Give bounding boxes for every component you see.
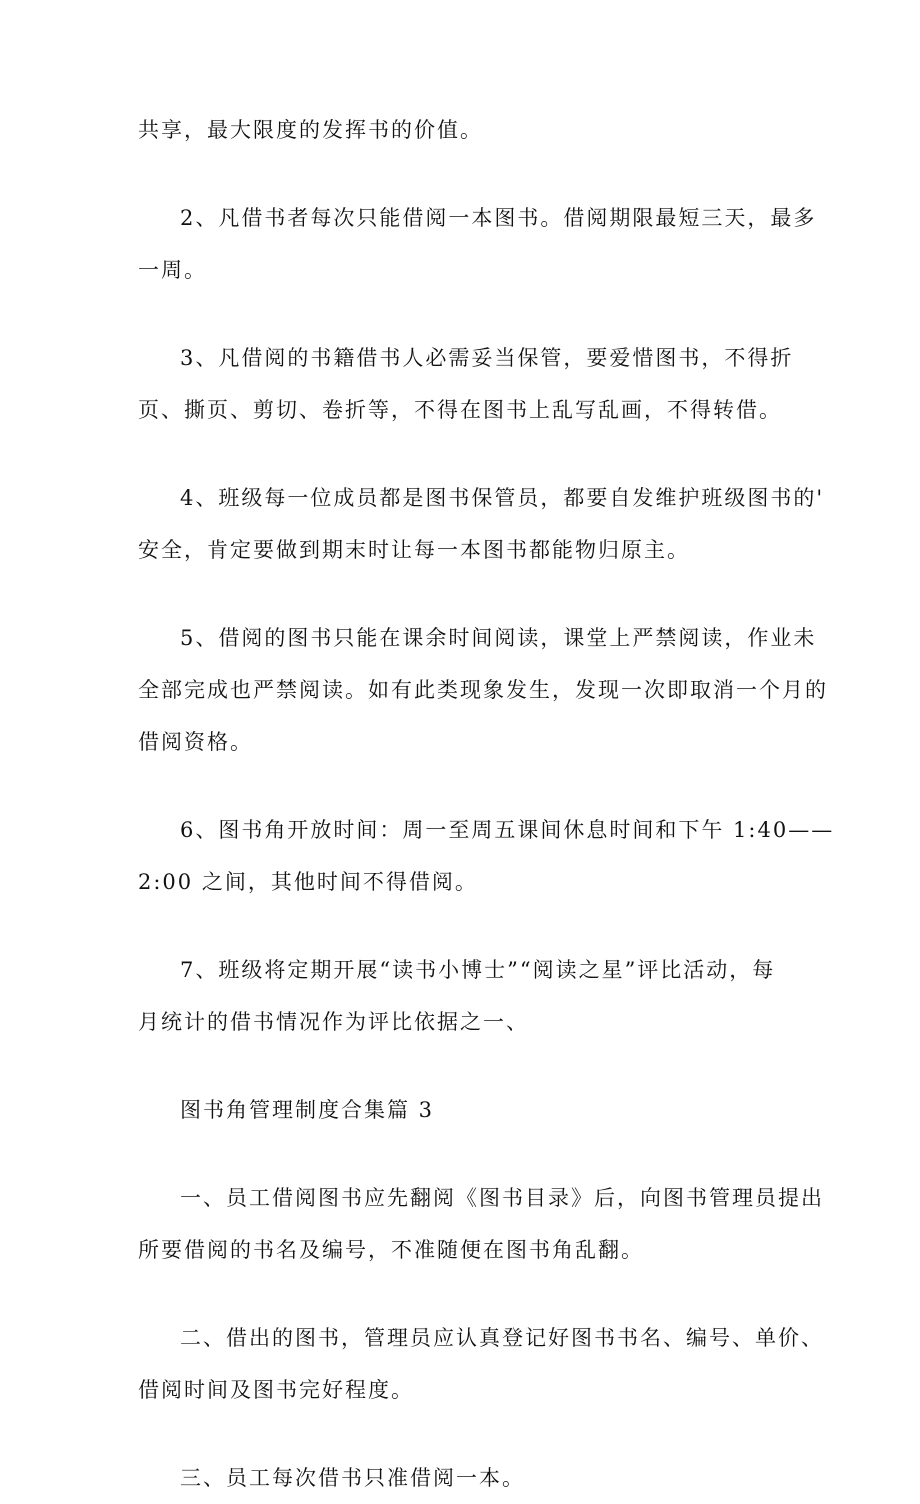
- paragraph-line: 5、借阅的图书只能在课余时间阅读，课堂上严禁阅读，作业未: [180, 626, 817, 650]
- paragraph-line: 借阅时间及图书完好程度。: [138, 1378, 414, 1402]
- paragraph-line: 三、员工每次借书只准借阅一本。: [180, 1466, 525, 1490]
- paragraph-line: 借阅资格。: [138, 730, 253, 754]
- paragraph-10: [138, 1312, 824, 1416]
- paragraph-6: [138, 804, 835, 908]
- paragraph-line: 所要借阅的书名及编号，不准随便在图书角乱翻。: [138, 1238, 644, 1262]
- paragraph-line: 4、班级每一位成员都是图书保管员，都要自发维护班级图书的': [180, 486, 825, 510]
- paragraph-9: [138, 1172, 824, 1276]
- paragraph-line: 3、凡借阅的书籍借书人必需妥当保管，要爱惜图书，不得折: [180, 346, 794, 370]
- paragraph-line: 安全，肯定要做到期末时让每一本图书都能物归原主。: [138, 538, 690, 562]
- section-heading: [138, 1084, 790, 1136]
- paragraph-5: [138, 612, 828, 768]
- paragraph-line: 2:00 之间，其他时间不得借阅。: [138, 870, 478, 894]
- paragraph-line: 7、班级将定期开展“读书小博士”“阅读之星”评比活动，每: [180, 958, 776, 982]
- paragraph-11: [138, 1452, 790, 1504]
- paragraph-line: 共享，最大限度的发挥书的价值。: [138, 118, 483, 142]
- paragraph-line: 2、凡借书者每次只能借阅一本图书。借阅期限最短三天，最多: [180, 206, 817, 230]
- paragraph-line: 二、借出的图书，管理员应认真登记好图书书名、编号、单价、: [180, 1326, 824, 1350]
- paragraph-line: 一、员工借阅图书应先翻阅《图书目录》后，向图书管理员提出: [180, 1186, 824, 1210]
- paragraph-4: [138, 472, 825, 576]
- paragraph-2: [138, 192, 817, 296]
- paragraph-line: 页、撕页、剪切、卷折等，不得在图书上乱写乱画，不得转借。: [138, 398, 782, 422]
- paragraph-line: 6、图书角开放时间：周一至周五课间休息时间和下午 1:40——: [180, 818, 835, 842]
- paragraph-line: 一周。: [138, 258, 207, 282]
- paragraph-3: [138, 332, 794, 436]
- paragraph-line: 全部完成也严禁阅读。如有此类现象发生，发现一次即取消一个月的: [138, 678, 828, 702]
- section-heading-text: 图书角管理制度合集篇 3: [180, 1098, 435, 1122]
- paragraph-1: [138, 104, 790, 156]
- paragraph-7: [138, 944, 790, 1048]
- paragraph-line: 月统计的借书情况作为评比依据之一、: [138, 1010, 529, 1034]
